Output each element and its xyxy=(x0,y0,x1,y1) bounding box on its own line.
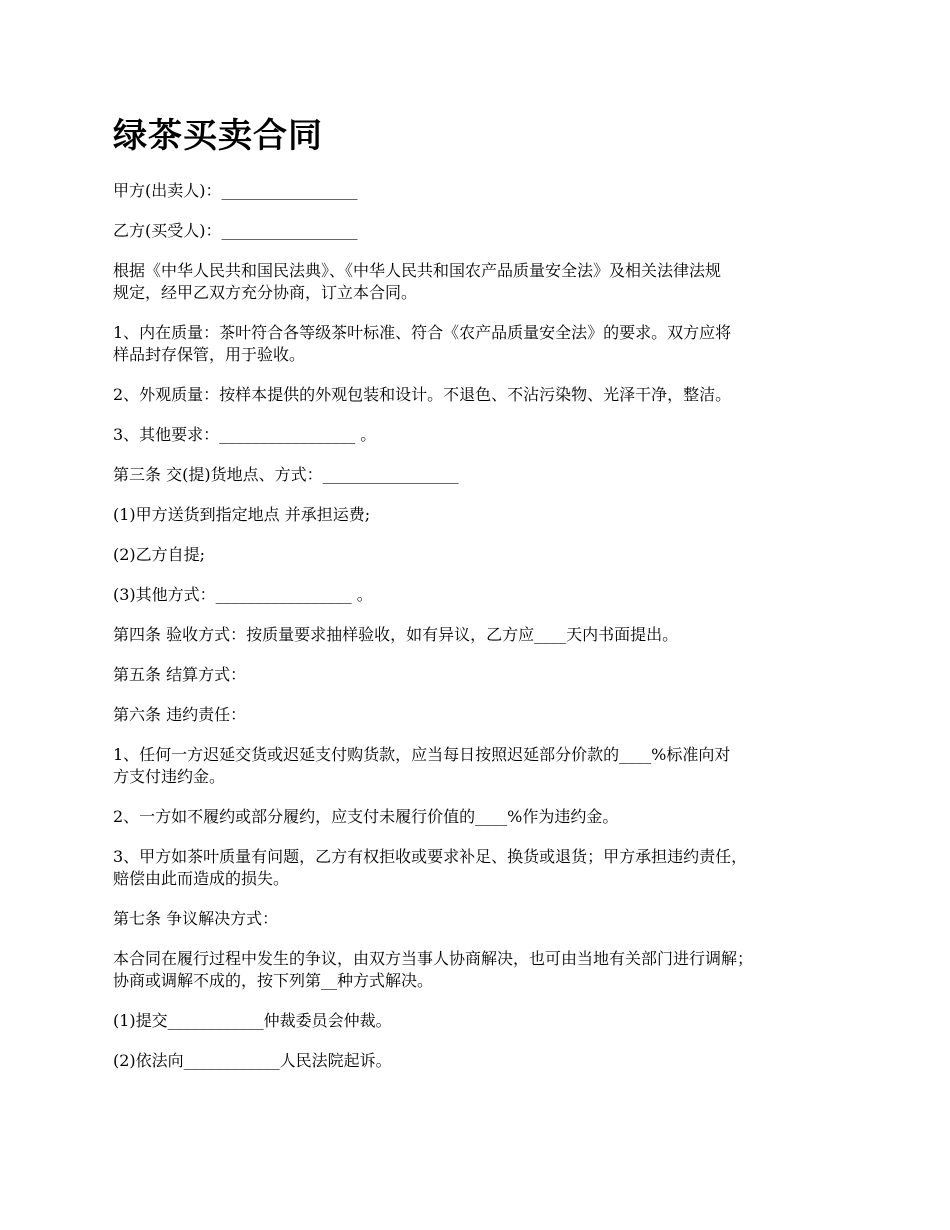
article-seven-dispute: 第七条 争议解决方式： xyxy=(113,909,279,928)
dispute-option-1: (1)提交____________仲裁委员会仲裁。 xyxy=(113,1011,392,1030)
article-three-delivery: 第三条 交(提)货地点、方式：_________________ xyxy=(113,465,459,484)
clause-internal-quality: 1、内在质量：茶叶符合各等级茶叶标准、符合《农产品质量安全法》的要求。双方应将 样品封存保管，用于验收。 xyxy=(113,323,732,364)
liability-clause-1: 1、任何一方迟延交货或迟延支付购货款，应当每日按照迟延部分价款的____%标准向对 方支付违约金。 xyxy=(113,745,731,786)
party-a-line: 甲方(出卖人)：_________________ xyxy=(113,181,358,200)
clause-appearance-quality: 2、外观质量：按样本提供的外观包装和设计。不退色、不沾污染物、光泽干净，整洁。 xyxy=(113,385,732,404)
preamble-paragraph: 根据《中华人民共和国民法典》、《中华人民共和国农产品质量安全法》及相关法律法规 规定，经甲乙双方充分协商，订立本合同。 xyxy=(113,261,722,302)
liability-clause-2: 2、一方如不履约或部分履约，应支付未履行价值的____%作为违约金。 xyxy=(113,807,619,826)
party-b-line: 乙方(买受人)：_________________ xyxy=(113,221,358,240)
article-five-settlement: 第五条 结算方式： xyxy=(113,665,247,684)
liability-clause-3: 3、甲方如茶叶质量有问题，乙方有权拒收或要求补足、换货或退货；甲方承担违约责任， 赔偿由此而造成的损失。 xyxy=(113,847,748,888)
contract-page xyxy=(113,112,858,1090)
delivery-option-1: (1)甲方送货到指定地点 并承担运费; xyxy=(113,505,371,524)
delivery-option-2: (2)乙方自提; xyxy=(113,545,206,564)
article-four-inspection: 第四条 验收方式：按质量要求抽样验收，如有异议，乙方应____天内书面提出。 xyxy=(113,625,679,644)
delivery-option-3: (3)其他方式：_________________ 。 xyxy=(113,585,373,604)
clause-other-requirements: 3、其他要求：_________________ 。 xyxy=(113,425,377,444)
dispute-option-2: (2)依法向____________人民法院起诉。 xyxy=(113,1051,392,1070)
dispute-paragraph: 本合同在履行过程中发生的争议，由双方当事人协商解决，也可由当地有关部门进行调解； 协商或调解不成的，按下列第__种方式解决。 xyxy=(113,949,754,990)
article-six-liability: 第六条 违约责任： xyxy=(113,705,247,724)
document-title: 绿茶买卖合同 xyxy=(113,116,323,156)
